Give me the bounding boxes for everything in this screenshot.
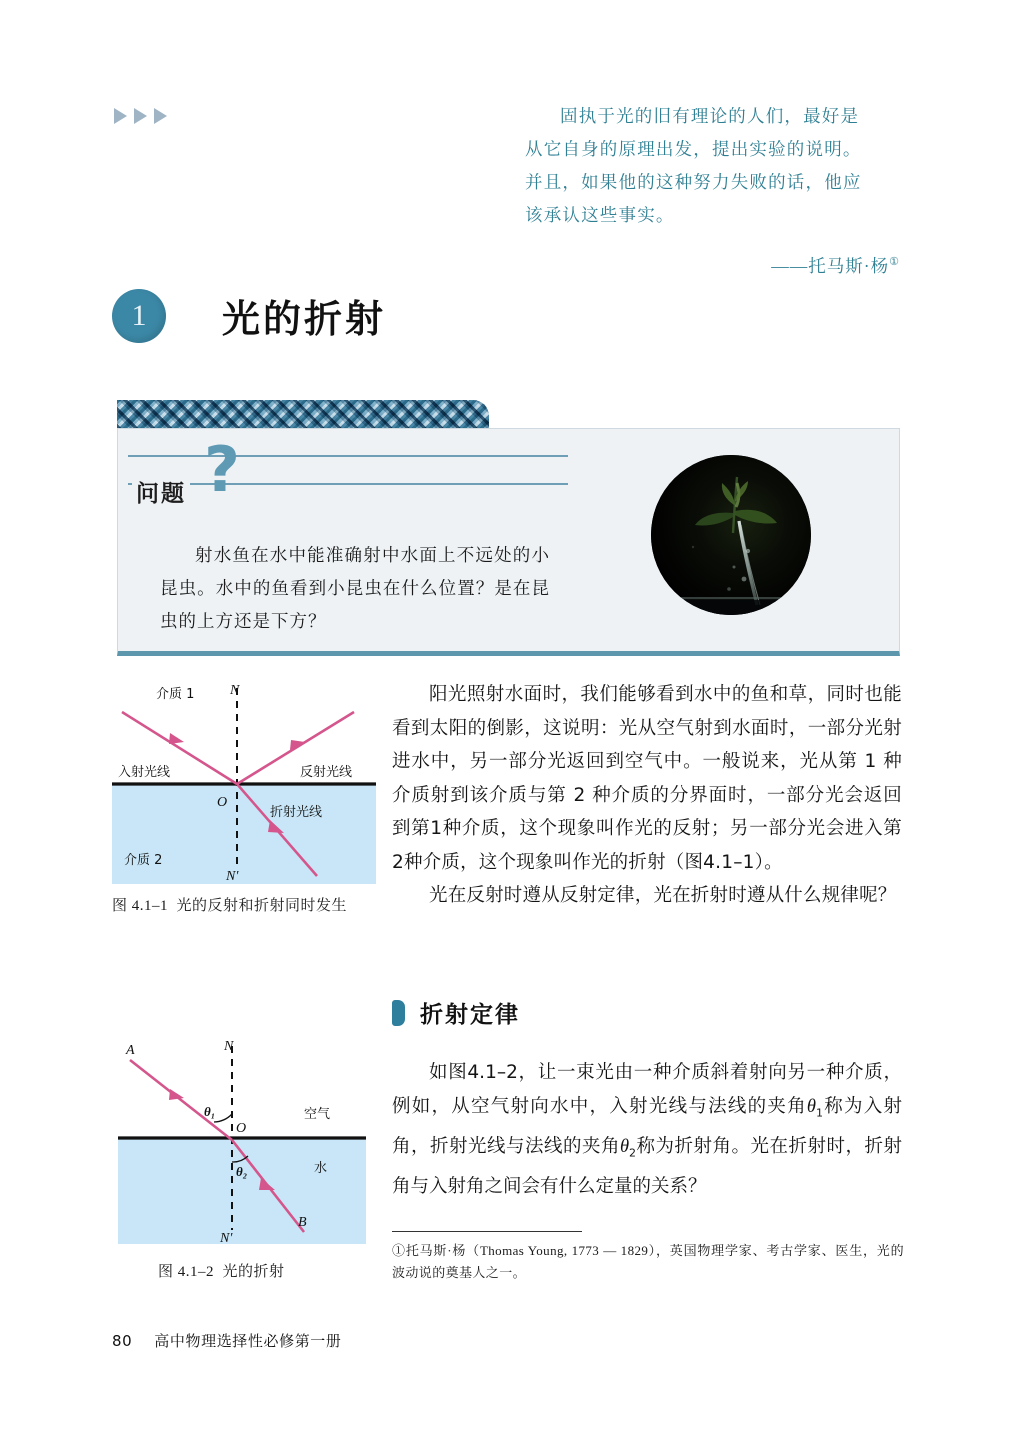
label-medium2: 介质 2 <box>124 853 163 868</box>
figure-caption-text: 光的折射 <box>222 1264 285 1280</box>
divider-line <box>128 483 568 485</box>
incident-arrow <box>169 1089 184 1100</box>
book-title: 高中物理选择性必修第一册 <box>154 1332 342 1350</box>
medium2-region <box>112 784 376 884</box>
page-title: 光的折射 <box>222 297 387 341</box>
paragraph-part: 称为折射角。光在折射时，折射角与入射角之间会有什么定量的关系？ <box>392 1135 902 1197</box>
page-footer <box>112 1330 342 1351</box>
subsection-heading <box>392 996 520 1029</box>
footnote-marker: ① <box>392 1243 406 1258</box>
figure-number: 图 4.1–2 <box>158 1264 215 1280</box>
label-normal-top: N <box>230 683 240 698</box>
label-refracted-ray: 折射光线 <box>270 805 323 820</box>
photo-graphic <box>651 455 811 615</box>
paragraph-part: 称为入射角，折射光线与法线的夹角 <box>392 1095 902 1157</box>
question-mark-icon: ? <box>204 433 240 506</box>
symbol-theta: θ <box>619 1136 630 1157</box>
section-title <box>112 288 386 343</box>
subsection-heading-label: 折射定律 <box>420 1002 520 1028</box>
figure-4-1-1 <box>112 680 380 915</box>
label-normal-top: N <box>224 1039 234 1054</box>
figure-number: 图 4.1–1 <box>112 898 169 914</box>
heading-marker-icon <box>392 1000 405 1026</box>
label-air: 空气 <box>304 1107 331 1122</box>
quote-line: 从它自身的原理出发，提出实验的说明。 <box>525 139 862 159</box>
refraction-diagram <box>108 1036 384 1251</box>
paragraph <box>392 1056 902 1203</box>
paragraph: 光在反射时遵从反射定律，光在折射时遵从什么规律呢？ <box>429 885 897 906</box>
figure-caption <box>112 894 380 915</box>
page-number: 80 <box>112 1332 133 1350</box>
footnote-text: 托马斯·杨（Thomas Young, 1773 — 1829），英国物理学家、考古学家、医生，光的波动说的奠基人之一。 <box>392 1243 904 1280</box>
question-label-block <box>128 433 568 507</box>
triangle-right-icon <box>114 108 127 124</box>
question-box <box>117 400 900 656</box>
label-incident-ray: 入射光线 <box>118 765 171 780</box>
label-normal-bottom: N′ <box>226 869 239 884</box>
body-text-block-2 <box>392 1056 902 1203</box>
triangle-right-icon <box>154 108 167 124</box>
body-text-block-1 <box>392 678 902 913</box>
question-text: 射水鱼在水中能准确射中水面上不远处的小昆虫。水中的鱼看到小昆虫在什么位置？是在昆虫的上方还是下方？ <box>160 545 550 631</box>
label-water: 水 <box>314 1161 328 1176</box>
label-normal-bottom: N′ <box>220 1231 233 1246</box>
figure-caption-text: 光的反射和折射同时发生 <box>176 898 348 914</box>
question-box-body <box>117 428 900 656</box>
figure-caption <box>158 1260 384 1281</box>
label-origin: O <box>236 1121 247 1136</box>
label-angle2: θ₂ <box>236 1164 248 1179</box>
incident-ray <box>130 1060 232 1140</box>
label-angle1: θ₁ <box>204 1104 216 1119</box>
reflection-refraction-diagram <box>112 680 380 885</box>
symbol-theta: θ <box>806 1096 816 1117</box>
question-label: 问题 <box>132 475 190 508</box>
quote-attribution <box>525 246 900 283</box>
epigraph-quote <box>525 100 900 283</box>
archerfish-photo <box>651 455 811 615</box>
symbol-subscript: 2 <box>629 1146 637 1160</box>
quote-line: 固执于光的旧有理论的人们，最好是 <box>560 106 860 126</box>
label-origin: O <box>217 795 228 810</box>
incident-arrow <box>169 733 184 744</box>
attribution-name: ——托马斯·杨 <box>771 255 890 276</box>
label-point-b: B <box>298 1215 307 1230</box>
question-box-header-tab <box>117 400 489 428</box>
symbol-subscript: 1 <box>815 1106 823 1120</box>
angle1-arc <box>214 1114 232 1122</box>
paragraph-part: 如图4.1–2，让一束光由一种介质斜着射向另一种介质，例如，从空气射向水中，入射光线与法线的夹角 <box>392 1062 902 1117</box>
footnote-divider <box>392 1231 582 1232</box>
section-number-badge: 1 <box>112 289 166 343</box>
quote-line: 并且，如果他的这种努力失败的话，他应 <box>525 172 862 192</box>
paragraph: 阳光照射水面时，我们能够看到水中的鱼和草，同时也能看到太阳的倒影，这说明：光从空气射到水面时，一部分光射进水中，另一部分光返回到空气中。一般说来，光从第 1 种介质射到该介质与第 2 种介质的分界面时，一部分光会返回到第1种介质，这个现象叫作光的反射；另一部分光会进入第2种介质，这个现象叫作光的折射（图4.1–1）。 <box>392 684 902 873</box>
label-medium1: 介质 1 <box>156 687 195 702</box>
label-point-a: A <box>126 1043 135 1058</box>
triangle-right-icon <box>134 108 147 124</box>
label-reflected-ray: 反射光线 <box>300 765 353 780</box>
decorative-arrows <box>114 108 167 124</box>
figure-4-1-2 <box>108 1036 384 1281</box>
quote-line: 该承认这些事实。 <box>525 205 675 225</box>
divider-line <box>128 455 568 457</box>
footnote-ref: ① <box>889 256 900 268</box>
footnote <box>392 1240 904 1284</box>
